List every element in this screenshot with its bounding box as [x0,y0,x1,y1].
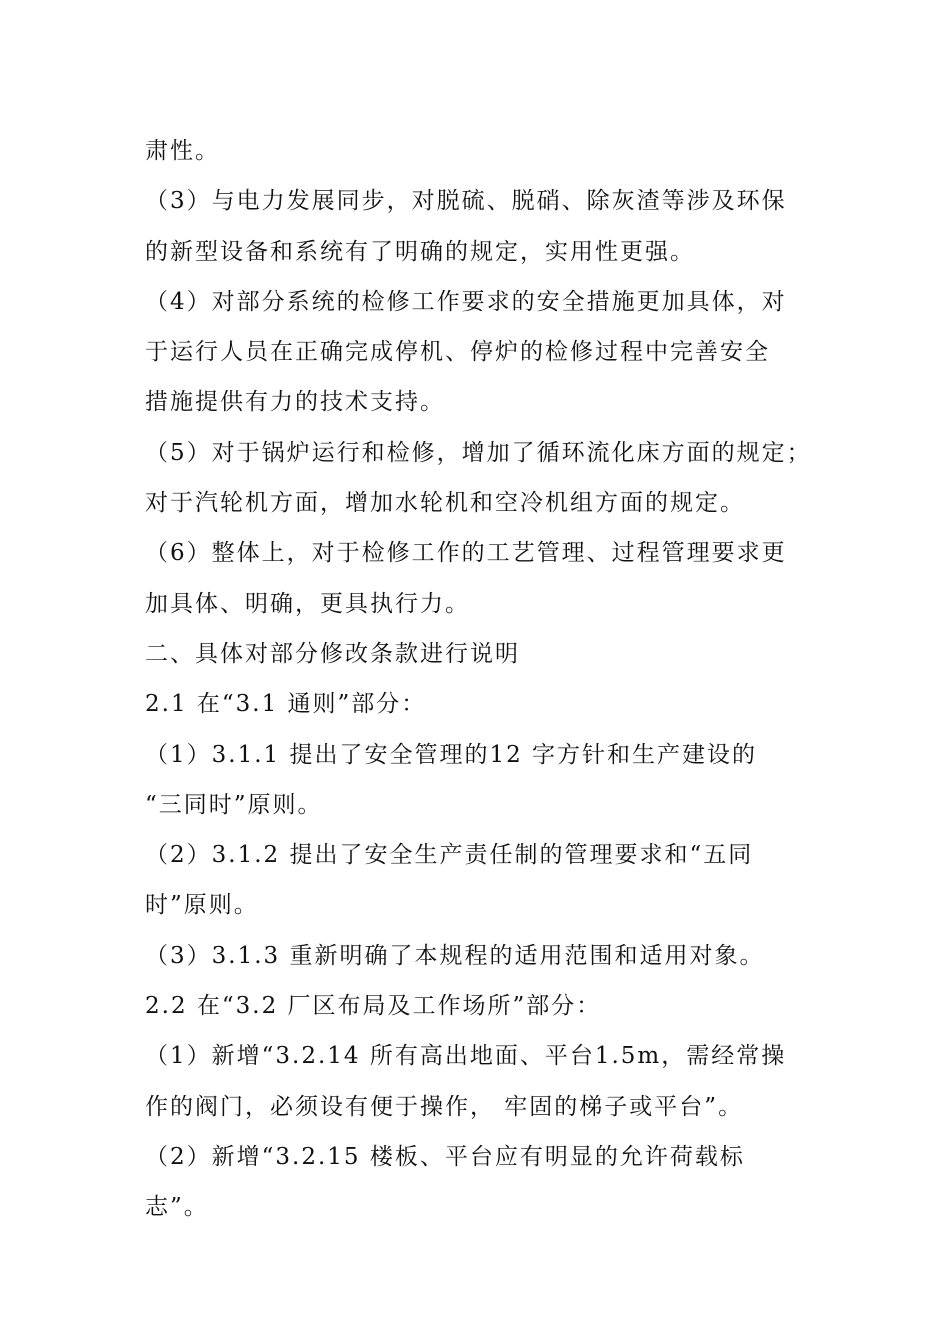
text-line: 志”。 [145,1194,209,1221]
body-text [145,126,815,1233]
text-line: “三同时”原则。 [145,791,323,818]
text-line: （1）3.1.1 提出了安全管理的12 字方针和生产建设的 [145,741,758,768]
section-heading: 二、具体对部分修改条款进行说明 [145,640,520,667]
text-line: 加具体、明确，更具执行力。 [145,590,470,617]
subsection-heading: 2.2 在“3.2 厂区布局及工作场所”部分： [145,993,602,1020]
text-line: （3）与电力发展同步，对脱硫、脱硝、除灰渣等涉及环保 [145,188,787,215]
subsection-heading: 2.1 在“3.1 通则”部分： [145,691,427,718]
text-line: （4）对部分系统的检修工作要求的安全措施更加具体，对 [145,288,787,315]
text-line: 于运行人员在正确完成停机、停炉的检修过程中完善安全 [145,339,770,366]
text-line: 肃性。 [145,138,220,164]
text-line: 对于汽轮机方面，增加水轮机和空冷机组方面的规定。 [145,490,745,517]
text-line: （2）3.1.2 提出了安全生产责任制的管理要求和“五同 [145,842,754,869]
text-line: （2）新增“3.2.15 楼板、平台应有明显的允许荷载标 [145,1143,745,1170]
text-line: 的新型设备和系统有了明确的规定，实用性更强。 [145,238,695,265]
text-line: （5）对于锅炉运行和检修，增加了循环流化床方面的规定； [145,439,812,466]
text-line: 时”原则。 [145,892,259,919]
text-line: 作的阀门，必须设有便于操作， 牢固的梯子或平台”。 [145,1093,744,1120]
text-line: （1）新增“3.2.14 所有高出地面、平台1.5m，需经常操 [145,1043,787,1070]
text-line: 措施提供有力的技术支持。 [145,389,445,416]
text-line: （3）3.1.3 重新明确了本规程的适用范围和适用对象。 [145,942,765,969]
text-line: （6）整体上，对于检修工作的工艺管理、过程管理要求更 [145,540,787,567]
